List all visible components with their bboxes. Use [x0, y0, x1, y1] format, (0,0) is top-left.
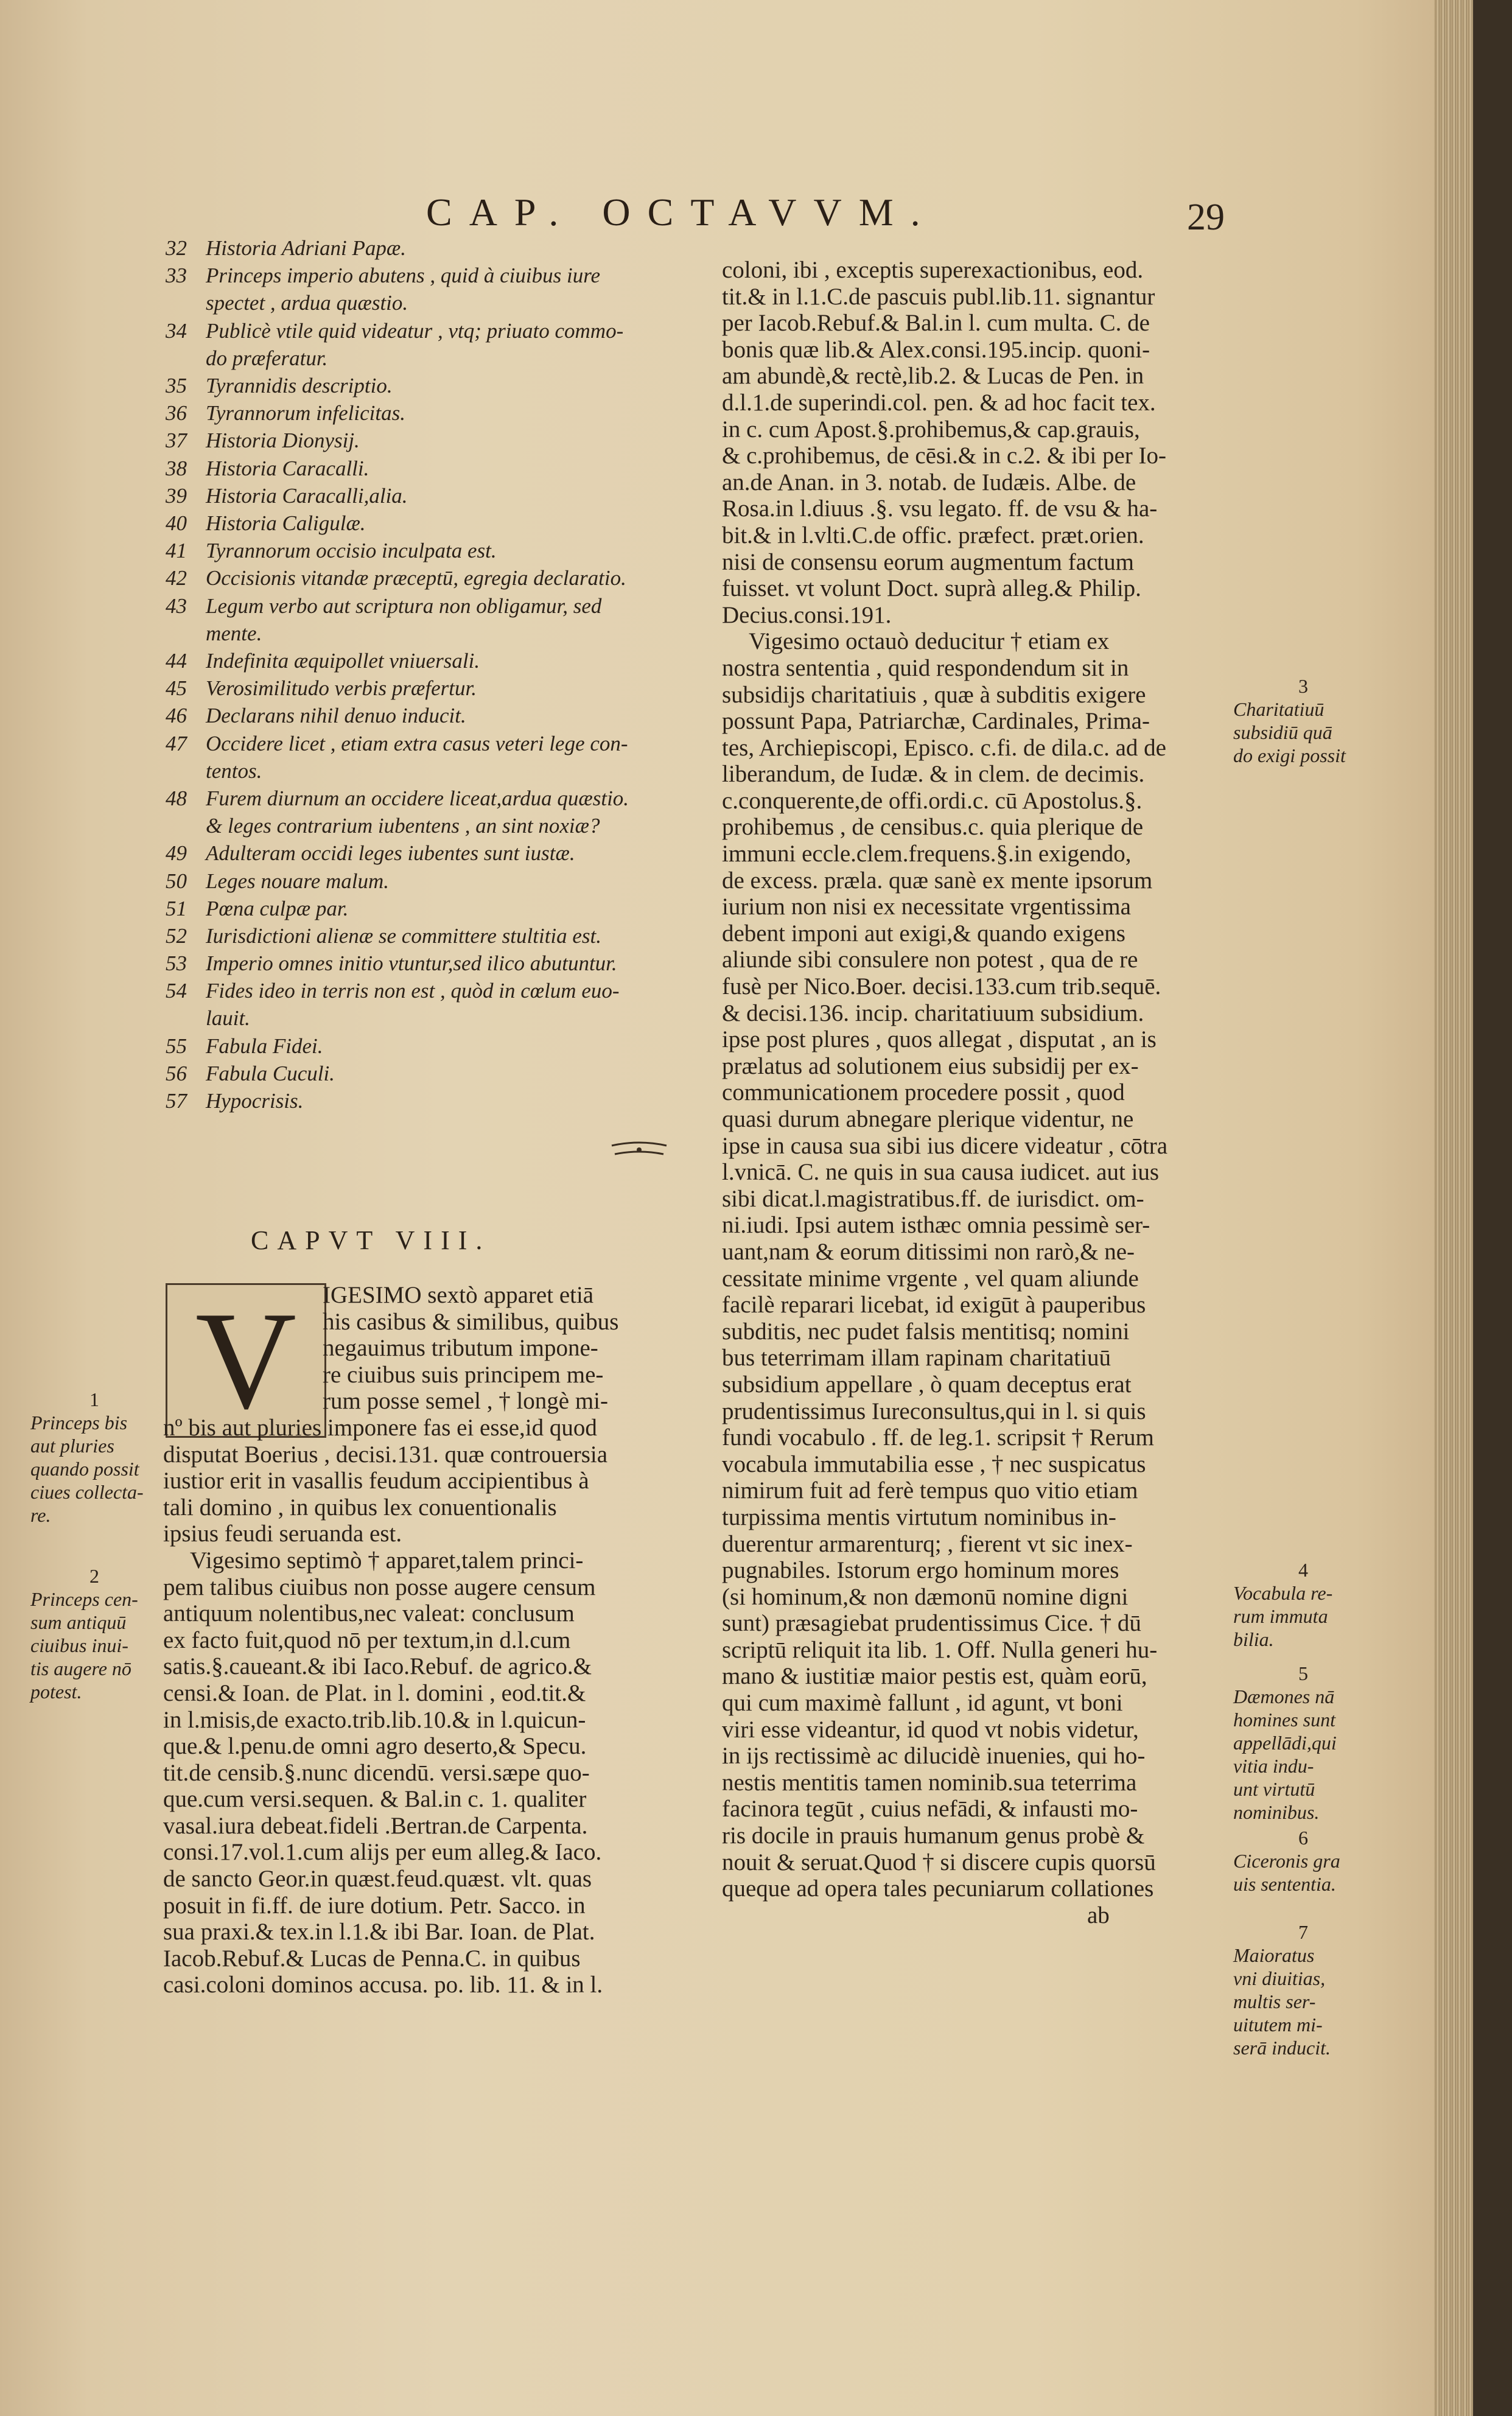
summary-text: Historia Caracalli,alia.	[206, 483, 408, 508]
summary-text: Tyrannidis descriptio.	[206, 374, 393, 397]
summary-text: Princeps imperio abutens , quid à ciuibus iure	[206, 264, 601, 288]
page-number: 29	[1187, 197, 1225, 238]
margin-note-line: do exigi possit	[1233, 744, 1346, 766]
summary-item	[166, 564, 689, 592]
margin-note-line: potest.	[30, 1681, 82, 1703]
text-line: que.cum versi.sequen. & Bal.in c. 1. qualiter	[163, 1786, 587, 1813]
summary-number: 38	[166, 456, 187, 480]
summary-number: 46	[166, 704, 187, 728]
text-line: coloni, ibi , exceptis superexactionibus, eod.	[722, 257, 1144, 283]
summary-item	[166, 234, 689, 262]
text-line: facilè reparari licebat, id exigūt à pauperibus	[722, 1292, 1146, 1318]
summary-item	[166, 1087, 689, 1115]
margin-note-line: Ciceronis gra	[1233, 1850, 1340, 1872]
left-column-text	[163, 1282, 674, 1998]
text-line: prælatus ad solutionem eius subsidij per ex-	[722, 1052, 1139, 1079]
summary-number: 56	[166, 1062, 187, 1085]
margin-note-number: 6	[1298, 1827, 1308, 1849]
margin-note-line: Vocabula re-	[1233, 1582, 1333, 1604]
summary-item	[166, 674, 689, 702]
margin-note-line: Princeps bis	[30, 1412, 128, 1434]
summary-text: Verosimilitudo verbis præfertur.	[206, 676, 477, 701]
summary-text: lauit.	[206, 1006, 250, 1031]
summary-item	[166, 509, 689, 537]
summary-item	[166, 702, 689, 729]
running-head: CAP. OCTAVVM.	[426, 191, 937, 234]
margin-note-line: multis ser-	[1233, 1991, 1316, 2012]
margin-note-number: 1	[89, 1388, 99, 1410]
summary-item	[166, 950, 689, 977]
text-line: vocabula immutabilia esse , † nec suspicatus	[722, 1451, 1146, 1477]
text-line: bit.& in l.vlti.C.de offic. præfect. præt.orien.	[722, 522, 1144, 548]
text-line: l.vnicā. C. ne quis in sua causa iudicet. aut ius	[722, 1159, 1160, 1186]
summary-item	[166, 895, 689, 922]
summary-item	[166, 922, 689, 950]
text-line: Rosa.in l.diuus .§. vsu legato. ff. de vsu & ha-	[722, 495, 1158, 522]
text-line: turpissima mentis virtutum nominibus in-	[722, 1504, 1116, 1530]
summary-text: Pœna culpæ par.	[206, 896, 349, 920]
summary-text: Fabula Fidei.	[206, 1034, 323, 1058]
margin-note	[1233, 674, 1373, 767]
summary-number: 37	[166, 429, 187, 453]
summary-number: 54	[166, 979, 187, 1003]
text-line: nestis mentitis tamen nominib.sua teterrima	[722, 1769, 1137, 1796]
summary-text: Tyrannorum occisio inculpata est.	[206, 539, 497, 563]
summary-text: Historia Adriani Papæ.	[206, 236, 406, 260]
margin-note-line: nominibus.	[1233, 1801, 1320, 1823]
margin-note-line: quando possit	[30, 1458, 139, 1480]
margin-note-line: vni diuitias,	[1233, 1967, 1326, 1989]
margin-note-line: aut pluries	[30, 1435, 114, 1457]
text-line: posuit in fi.ff. de iure dotium. Petr. Sacco. in	[163, 1892, 586, 1919]
margin-note-number: 2	[89, 1565, 99, 1587]
text-line: tit.de censib.§.nunc dicendū. versi.sæpe quo-	[163, 1759, 590, 1786]
summary-text: Adulteram occidi leges iubentes sunt iustæ.	[206, 841, 575, 866]
summary-text: Indefinita æquipollet vniuersali.	[206, 649, 480, 673]
text-line: & decisi.136. incip. charitatiuum subsidium.	[722, 1000, 1144, 1026]
summary-text: Fides ideo in terris non est , quòd in cœlum euo-	[206, 979, 620, 1003]
text-line: qui cum maximè fallunt , id agunt, vt boni	[722, 1690, 1123, 1717]
text-line: communicationem procedere possit , quod	[722, 1079, 1125, 1106]
text-line: casi.coloni dominos accusa. po. lib. 11. & in l.	[163, 1972, 603, 1998]
summary-text: Occisionis vitandæ præceptū, egregia declaratio.	[206, 566, 626, 590]
text-line: tali domino , in quibus lex conuentionalis	[163, 1494, 557, 1521]
margin-note-line: uitutem mi-	[1233, 2014, 1323, 2036]
summary-number: 47	[166, 731, 187, 755]
text-line: sibi dicat.l.magistratibus.ff. de iurisdict. om-	[722, 1185, 1144, 1212]
summary-number: 48	[166, 786, 187, 810]
text-line: Vigesimo octauò deducitur † etiam ex	[749, 628, 1110, 655]
margin-note-line: bilia.	[1233, 1628, 1274, 1650]
text-line: in c. cum Apost.§.prohibemus,& cap.grauis,	[722, 416, 1140, 443]
summary-item	[166, 399, 689, 427]
text-line: subsidium appellare , ò quam deceptus erat	[722, 1371, 1132, 1398]
text-line: in l.misis,de exacto.trib.lib.10.& in l.quicun-	[163, 1706, 586, 1733]
margin-note-line: re.	[30, 1504, 51, 1526]
summary-text: Leges nouare malum.	[206, 869, 390, 893]
margin-note-line: subsidiū quā	[1233, 721, 1332, 743]
summary-item	[166, 317, 689, 372]
summary-text: Publicè vtile quid videatur , vtq; priuato commo-	[206, 318, 624, 343]
text-line: consi.17.vol.1.cum alijs per eum alleg.& Iaco.	[163, 1839, 602, 1866]
text-line: uant,nam & eorum ditissimi non rarò,& ne-	[722, 1238, 1135, 1265]
summary-text: Furem diurnum an occidere liceat,ardua quæstio.	[206, 786, 629, 810]
text-line: am abundè,& rectè,lib.2. & Lucas de Pen. in	[722, 363, 1144, 390]
margin-note-number: 3	[1298, 675, 1308, 697]
text-line: re ciuibus suis principem me-	[323, 1361, 604, 1388]
summary-item	[166, 427, 689, 454]
margin-note	[1233, 1662, 1373, 1824]
summary-item	[166, 839, 689, 867]
margin-note-line: vitia indu-	[1233, 1755, 1314, 1777]
text-line: antiquum nolentibus,nec valeat: conclusum	[163, 1600, 575, 1627]
summary-item	[166, 592, 689, 647]
summary-text: mente.	[206, 621, 262, 645]
text-line: ipsius feudi seruanda est.	[163, 1521, 402, 1547]
margin-note	[1233, 1921, 1373, 2059]
ornament-icon	[609, 1138, 670, 1163]
text-line: an.de Anan. in 3. notab. de Iudæis. Albe. de	[722, 469, 1136, 495]
summary-number: 50	[166, 869, 187, 893]
summary-number: 52	[166, 924, 187, 948]
text-line: his casibus & similibus, quibus	[323, 1308, 619, 1335]
margin-note-line: tis augere nō	[30, 1658, 131, 1679]
text-line: de sancto Geor.in quæst.feud.quæst. vlt. quas	[163, 1866, 592, 1893]
text-line: rum posse semel , † longè mi-	[323, 1388, 609, 1415]
text-line: nº bis aut pluries imponere fas ei esse,id quod	[163, 1414, 597, 1441]
margin-note-line: Charitatiuū	[1233, 698, 1325, 720]
text-line: d.l.1.de superindi.col. pen. & ad hoc facit tex.	[722, 389, 1156, 416]
summary-text: Occidere licet , etiam extra casus veteri lege con-	[206, 731, 628, 755]
text-line: iustior erit in vasallis feudum accipientibus à	[163, 1468, 589, 1494]
text-line: debent imponi aut exigi,& quando exigens	[722, 920, 1125, 947]
summary-number: 34	[166, 318, 187, 343]
text-line: prudentissimus Iureconsultus,qui in l. si quis	[722, 1398, 1146, 1424]
margin-note-number: 7	[1298, 1921, 1308, 1943]
summary-text: Fabula Cuculi.	[206, 1062, 335, 1085]
summary-number: 33	[166, 264, 187, 288]
summary-item	[166, 730, 689, 785]
initial-letter: V	[195, 1283, 297, 1438]
summary-number: 45	[166, 676, 187, 701]
margin-note-line: rum immuta	[1233, 1605, 1328, 1627]
margin-note-line: ciues collecta-	[30, 1481, 144, 1503]
right-column-text	[722, 257, 1227, 1928]
text-line: fusè per Nico.Boer. decisi.133.cum trib.sequē.	[722, 973, 1161, 1000]
text-line: nouit & seruat.Quod † si discere cupis quorsū	[722, 1849, 1156, 1875]
summary-item	[166, 977, 689, 1032]
margin-note-line: uis sententia.	[1233, 1873, 1336, 1895]
margin-note-line: unt virtutū	[1233, 1778, 1315, 1800]
text-line: bonis quæ lib.& Alex.consi.195.incip. quoni-	[722, 336, 1150, 363]
summary-text: & leges contrarium iubentens , an sint noxiæ?	[206, 814, 600, 838]
summary-item	[166, 482, 689, 509]
summary-item	[166, 262, 689, 317]
summary-number: 44	[166, 649, 187, 673]
summary-number: 36	[166, 401, 187, 425]
text-line: in ijs rectissimè ac dilucidè inuenies, qui ho-	[722, 1743, 1146, 1770]
text-line: immuni eccle.clem.frequens.§.in exigendo,	[722, 841, 1132, 867]
chapter-heading: CAPVT VIII.	[251, 1225, 491, 1255]
text-line: satis.§.caueant.& ibi Iaco.Rebuf. de agrico.&	[163, 1653, 592, 1680]
summary-text: spectet , ardua quæstio.	[206, 291, 408, 315]
summary-number: 49	[166, 841, 187, 866]
text-line: sua praxi.& tex.in l.1.& ibi Bar. Ioan. de Plat.	[163, 1919, 595, 1945]
text-line: per Iacob.Rebuf.& Bal.in l. cum multa. C. de	[722, 310, 1150, 337]
text-line: ni.iudi. Ipsi autem isthæc omnia pessimè ser-	[722, 1212, 1150, 1239]
text-line: tes, Archiepiscopi, Episco. c.fi. de dila.c. ad de	[722, 734, 1166, 761]
text-line: viri esse videantur, id quod vt nobis videtur,	[722, 1716, 1139, 1743]
summary-number: 41	[166, 539, 187, 563]
summary-item	[166, 867, 689, 895]
margin-note-line: Princeps cen-	[30, 1588, 138, 1610]
text-line: cessitate minime vrgente , vel quam aliunde	[722, 1265, 1139, 1292]
text-line: quasi durum abnegare plerique videntur, ne	[722, 1106, 1134, 1132]
summary-text: do præferatur.	[206, 346, 328, 370]
summary-number: 40	[166, 511, 187, 535]
text-line: pugnabiles. Istorum ergo hominum mores	[722, 1557, 1119, 1584]
summary-text: Tyrannorum infelicitas.	[206, 401, 405, 425]
summary-text: Imperio omnes initio vtuntur,sed ilico abutuntur.	[206, 951, 617, 976]
margin-note-line: Maioratus	[1233, 1944, 1315, 1966]
text-line: scriptū reliquit ita lib. 1. Off. Nulla generi hu-	[722, 1636, 1158, 1663]
text-line: Vigesimo septimò † apparet,talem princi-	[190, 1547, 584, 1574]
summary-text: Iurisdictioni alienæ se committere stultitia est.	[206, 924, 602, 948]
text-line: fundi vocabulo . ff. de leg.1. scripsit † Rerum	[722, 1424, 1154, 1451]
text-line: ris docile in prauis humanum genus probè &	[722, 1823, 1145, 1849]
text-line: ex facto fuit,quod nō per textum,in d.l.cum	[163, 1626, 571, 1653]
text-line: que.& l.penu.de omni agro deserto,& Specu.	[163, 1733, 587, 1760]
margin-note-line: sum antiquū	[30, 1611, 127, 1633]
summary-text: Historia Dionysij.	[206, 429, 360, 453]
summary-number: 57	[166, 1089, 187, 1113]
text-line: duerentur armarenturq; , fierent vt sic inex-	[722, 1530, 1133, 1557]
summary-text: Declarans nihil denuo inducit.	[206, 704, 466, 728]
text-line: Decius.consi.191.	[722, 601, 892, 628]
text-line: de excess. præla. quæ sanè ex mente ipsorum	[722, 867, 1153, 894]
text-line: subditis, nec pudet falsis mentitisq; nomini	[722, 1318, 1130, 1345]
text-line: c.conquerente,de offi.ordi.c. cū Apostolus.§.	[722, 787, 1143, 814]
summary-number: 55	[166, 1034, 187, 1058]
text-line: disputat Boerius , decisi.131. quæ controuersia	[163, 1441, 608, 1468]
text-line: & c.prohibemus, de cēsi.& in c.2. & ibi per Io-	[722, 443, 1166, 469]
margin-note-line: ciuibus inui-	[30, 1634, 128, 1656]
text-line: pem talibus ciuibus non posse augere censum	[163, 1574, 596, 1600]
text-line: aliunde sibi consulere non potest , qua de re	[722, 947, 1138, 973]
margin-note	[30, 1564, 158, 1703]
margin-note	[1233, 1558, 1373, 1651]
summary-number: 35	[166, 374, 187, 397]
summary-number: 32	[166, 236, 187, 260]
text-line: IGESIMO sextò apparet etiā	[323, 1282, 594, 1308]
margin-note-number: 5	[1298, 1662, 1308, 1684]
summary-text: tentos.	[206, 758, 262, 783]
margin-note-number: 4	[1298, 1559, 1308, 1581]
margin-note	[1233, 1826, 1373, 1896]
text-line: negauimus tributum impone-	[323, 1335, 598, 1362]
text-line: fuisset. vt volunt Doct. suprà alleg.& Philip.	[722, 575, 1141, 602]
text-line: ab	[1087, 1902, 1110, 1928]
summary-text: Historia Caracalli.	[206, 456, 369, 480]
summary-number: 43	[166, 593, 187, 618]
summary-text: Legum verbo aut scriptura non obligamur, sed	[206, 593, 602, 618]
summary-text: Historia Caligulæ.	[206, 511, 366, 535]
summary-item	[166, 1060, 689, 1087]
text-line: (si hominum,& non dæmonū nomine digni	[722, 1583, 1129, 1610]
text-line: iurium non nisi ex necessitate vrgentissima	[722, 894, 1131, 920]
summary-number: 39	[166, 483, 187, 508]
margin-note-line: serā inducit.	[1233, 2037, 1331, 2059]
text-line: liberandum, de Iudæ. & in clem. de decimis.	[722, 761, 1145, 788]
text-line: tit.& in l.1.C.de pascuis publ.lib.11. signantur	[722, 283, 1155, 310]
text-line: possunt Papa, Patriarchæ, Cardinales, Prima-	[722, 708, 1150, 735]
text-line: vasal.iura debeat.fideli .Bertran.de Carpenta.	[163, 1812, 588, 1839]
text-line: sunt) præsagiebat prudentissimus Cice. † dū	[722, 1610, 1141, 1637]
text-line: nimirum fuit ad ferè tempus quo vitio etiam	[722, 1477, 1138, 1504]
margin-note	[30, 1388, 158, 1527]
text-line: bus teterrimam illam rapinam charitatiuū	[722, 1345, 1111, 1371]
text-line: ipse in causa sua sibi ius dicere videatur , cōtra	[722, 1132, 1168, 1159]
summary-number: 42	[166, 566, 187, 590]
summary-item	[166, 455, 689, 482]
summary-number: 51	[166, 896, 187, 920]
margin-note-line: Dæmones nā	[1233, 1686, 1335, 1707]
text-line: Iacob.Rebuf.& Lucas de Penna.C. in quibus	[163, 1945, 581, 1972]
text-line: nostra sententia , quid respondendum sit in	[722, 654, 1129, 681]
text-line: queque ad opera tales pecuniarum collationes	[722, 1875, 1154, 1902]
text-line: censi.& Ioan. de Plat. in l. domini , eod.tit.&	[163, 1679, 586, 1706]
text-line: facinora tegūt , cuius nefādi, & infausti mo-	[722, 1796, 1138, 1823]
summary-item	[166, 372, 689, 399]
summary-item	[166, 647, 689, 674]
text-line: subsidijs charitatiuis , quæ à subditis exigere	[722, 681, 1146, 708]
text-line: ipse post plures , quos allegat , disputat , an is	[722, 1026, 1157, 1053]
summary-number: 53	[166, 951, 187, 976]
margin-note-line: appellādi,qui	[1233, 1732, 1337, 1754]
summary-item	[166, 1032, 689, 1060]
text-line: prohibemus , de censibus.c. quia plerique de	[722, 814, 1144, 841]
text-line: nisi de consensu eorum augmentum factum	[722, 548, 1134, 575]
page-edges	[1434, 0, 1473, 2416]
margin-note-line: homines sunt	[1233, 1709, 1335, 1731]
summary-item	[166, 785, 689, 839]
summary-item	[166, 537, 689, 564]
summary-text: Hypocrisis.	[206, 1089, 304, 1113]
text-line: mano & iustitiæ maior pestis est, quàm eorū,	[722, 1663, 1147, 1690]
